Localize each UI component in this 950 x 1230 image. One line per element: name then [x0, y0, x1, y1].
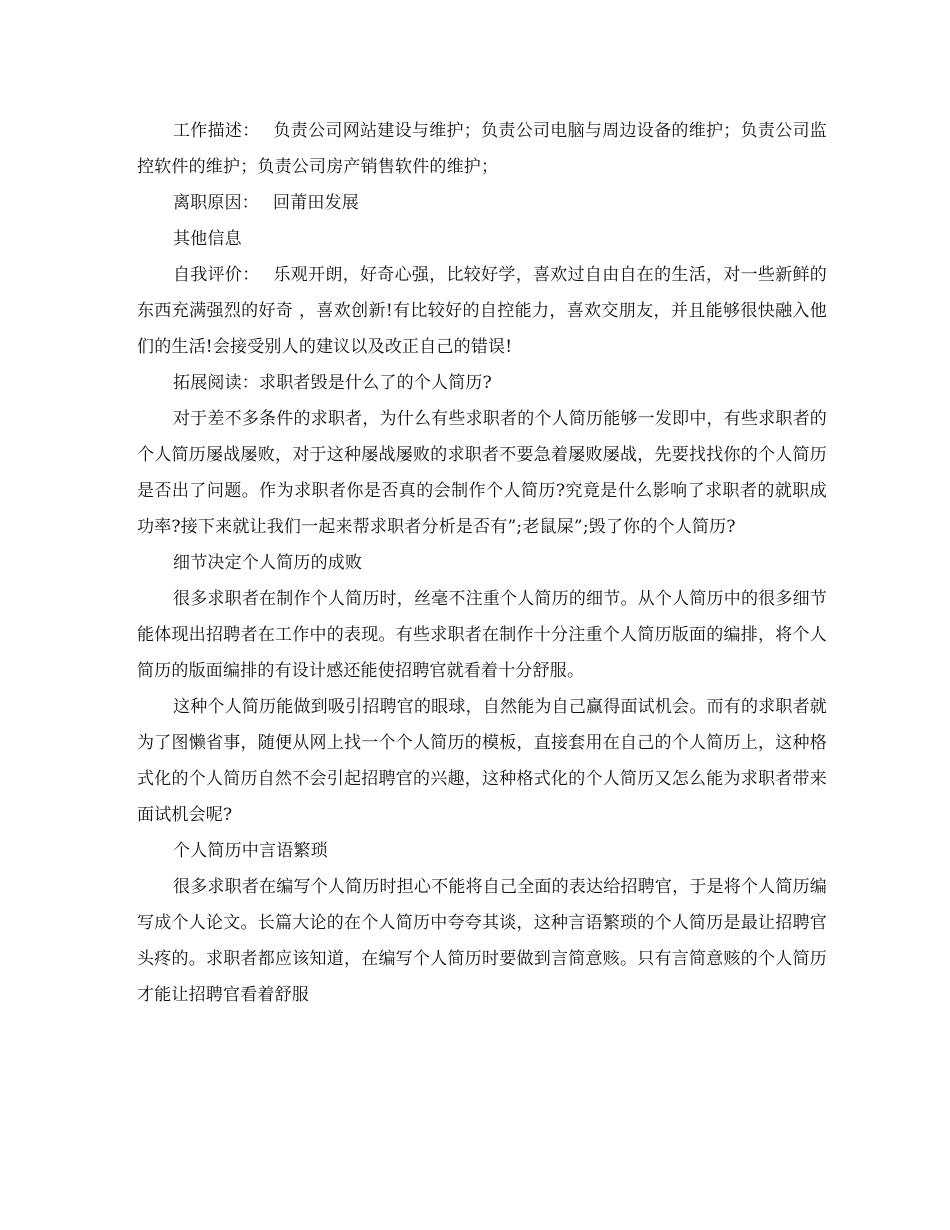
extended-reading-heading: 拓展阅读：求职者毁是什么了的个人简历?	[173, 373, 492, 393]
intro-paragraph: 对于差不多条件的求职者，为什么有些求职者的个人简历能够一发即中，有些求职者的个人简历屡战屡败，对于这种屡战屡败的求职者不要急着屡败屡战，先要找找你的个人简历是否出了问题。作为求职者你是否真的会制作个人简历?究竟是什么影响了求职者的就职成功率?接下来就让我们一起来帮求职者分析是否有”;老鼠屎”;毁了你的个人简历?	[137, 409, 827, 537]
leave-reason-paragraph	[137, 185, 827, 221]
template-paragraph: 这种个人简历能做到吸引招聘官的眼球，自然能为自己赢得面试机会。而有的求职者就为了图懒省事，随便从网上找一个个人简历的模板，直接套用在自己的个人简历上，这种格式化的个人简历自然不会引起招聘官的兴趣，这种格式化的个人简历又怎么能为求职者带来面试机会呢?	[137, 697, 827, 825]
job-description-label: 工作描述：	[173, 121, 260, 141]
self-evaluation-paragraph	[137, 257, 827, 365]
section-heading-verbose: 个人简历中言语繁琐	[173, 841, 328, 861]
section-heading-details: 细节决定个人简历的成败	[173, 553, 363, 573]
verbose-paragraph: 很多求职者在编写个人简历时担心不能将自己全面的表达给招聘官，于是将个人简历编写成个人论文。长篇大论的在个人简历中夸夸其谈，这种言语繁琐的个人简历是最让招聘官头疼的。求职者都应该知道，在编写个人简历时要做到言简意赅。只有言简意赅的个人简历才能让招聘官看着舒服	[137, 877, 827, 1005]
self-evaluation-label: 自我评价：	[173, 265, 260, 285]
job-description-paragraph	[137, 113, 827, 185]
details-paragraph: 很多求职者在制作个人简历时，丝毫不注重个人简历的细节。从个人简历中的很多细节能体现出招聘者在工作中的表现。有些求职者在制作十分注重个人简历版面的编排，将个人简历的版面编排的有设计感还能使招聘官就看着十分舒服。	[137, 589, 827, 681]
other-info-heading: 其他信息	[173, 229, 242, 249]
job-description-text: 负责公司网站建设与维护；负责公司电脑与周边设备的维护；负责公司监控软件的维护；负责公司房产销售软件的维护；	[137, 121, 827, 177]
document-page	[137, 113, 827, 1013]
leave-reason-label: 离职原因：	[173, 193, 259, 213]
self-evaluation-text: 乐观开朗，好奇心强，比较好学，喜欢过自由自在的生活，对一些新鲜的东西充满强烈的好奇 ，喜欢创新!有比较好的自控能力，喜欢交朋友，并且能够很快融入他们的生活!会接受别人的建议以及改正自己的错误!	[137, 265, 827, 357]
leave-reason-text: 回莆田发展	[273, 193, 359, 213]
